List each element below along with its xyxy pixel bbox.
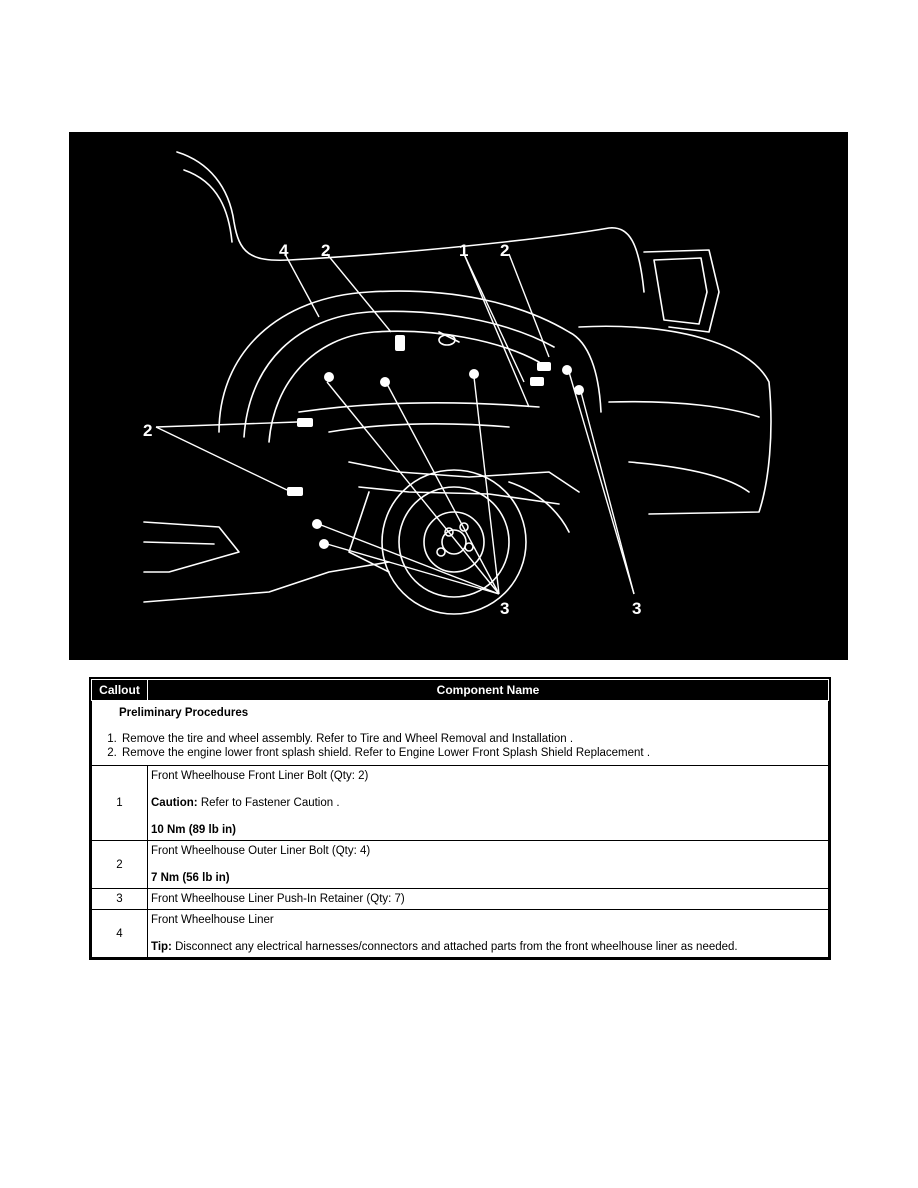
torque-spec: 7 Nm (56 lb in) (151, 872, 230, 884)
tip-label: Tip: (151, 941, 172, 953)
table-row (92, 910, 829, 958)
callout-label: 1 (459, 241, 469, 260)
callout-cell: 4 (92, 910, 148, 958)
component-cell (148, 766, 829, 841)
callout-label: 2 (143, 421, 153, 440)
table-row (92, 889, 829, 910)
caution-label: Caution: (151, 797, 198, 809)
component-table (89, 677, 831, 960)
callout-cell: 1 (92, 766, 148, 841)
callout-label: 2 (500, 241, 510, 260)
caution-note (151, 796, 825, 810)
component-cell (148, 910, 829, 958)
table-row (92, 841, 829, 889)
callout-label: 3 (500, 599, 510, 618)
preliminary-step: 1. Remove the tire and wheel assembly. Refer to Tire and Wheel Removal and Installation . (120, 732, 825, 746)
component-cell (148, 889, 829, 910)
preliminary-step: 2. Remove the engine lower front splash shield. Refer to Engine Lower Front Splash Shield Replacement . (120, 746, 825, 760)
preliminary-title: Preliminary Procedures (119, 707, 249, 719)
torque-spec: 10 Nm (89 lb in) (151, 824, 236, 836)
callout-column-header: Callout (92, 680, 148, 701)
tip-note (151, 940, 825, 954)
callout-label: 2 (321, 241, 331, 260)
callout-cell: 3 (92, 889, 148, 910)
preliminary-row (92, 701, 829, 766)
component-name: Front Wheelhouse Front Liner Bolt (Qty: 2) (151, 770, 369, 782)
preliminary-cell (92, 701, 829, 766)
callout-label: 3 (632, 599, 642, 618)
caution-text: Refer to Fastener Caution . (197, 797, 340, 809)
preliminary-steps (95, 732, 825, 760)
table-header (92, 680, 829, 701)
component-name: Front Wheelhouse Liner (151, 914, 274, 926)
component-cell (148, 841, 829, 889)
component-column-header: Component Name (148, 680, 829, 701)
callout-cell: 2 (92, 841, 148, 889)
table-row (92, 766, 829, 841)
line-drawing (69, 132, 848, 660)
component-name: Front Wheelhouse Liner Push-In Retainer (Qty: 7) (151, 893, 405, 905)
component-name: Front Wheelhouse Outer Liner Bolt (Qty: 4) (151, 845, 371, 857)
callout-label: 4 (279, 241, 289, 260)
tip-text: Disconnect any electrical harnesses/connectors and attached parts from the front wheelhouse liner as needed. (171, 941, 738, 953)
wheelhouse-liner-illustration (69, 132, 848, 660)
